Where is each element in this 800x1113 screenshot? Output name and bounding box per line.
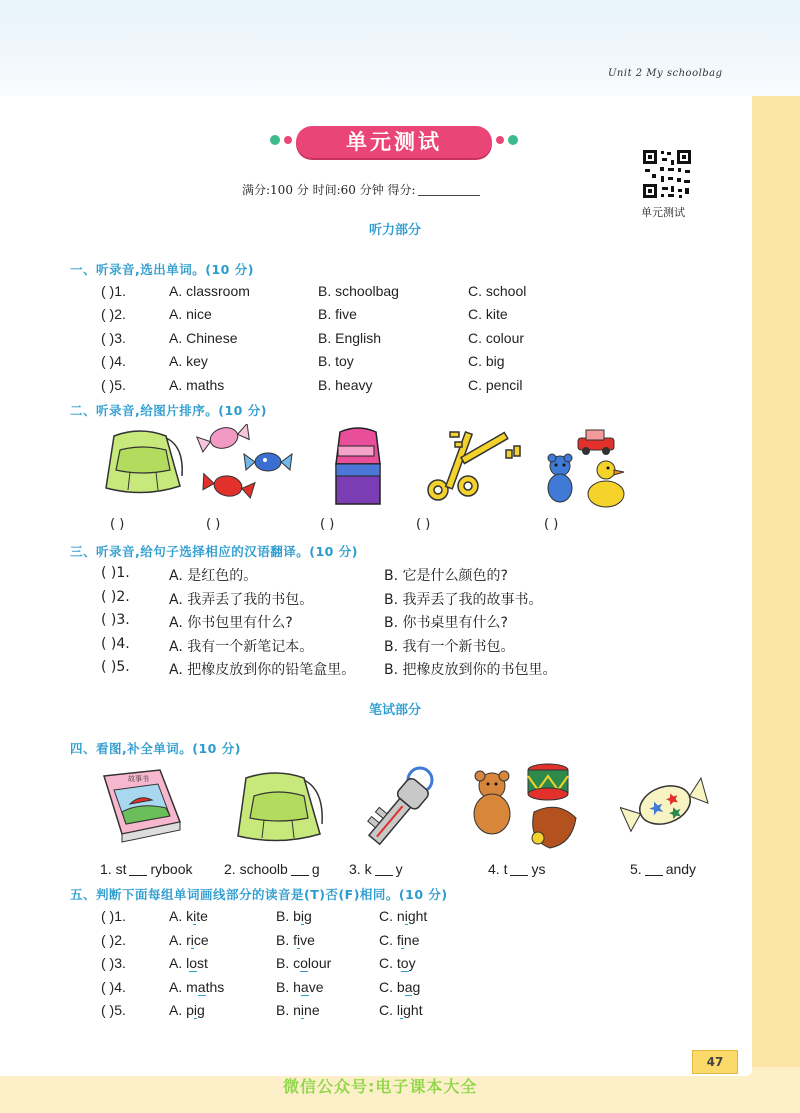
option-a: A. 我弄丢了我的书包。 (169, 592, 314, 608)
qr-label: 单元测试 (641, 206, 685, 219)
q4-heading: 四、看图,补全单词。(10 分) (70, 741, 241, 756)
option-c: C. fine (379, 932, 420, 948)
option-a: A. rice (169, 932, 209, 948)
order-blank-1[interactable]: ( ) (110, 517, 125, 532)
underlined-letter: o (400, 955, 409, 971)
fill-item-2 (224, 861, 320, 877)
underlined-letter: o (300, 955, 308, 971)
q1-heading: 一、听录音,选出单词。(10 分) (70, 262, 254, 277)
option-b: B. toy (318, 353, 354, 369)
q2-heading: 二、听录音,给图片排序。(10 分) (70, 403, 267, 418)
option-a: A. 是红色的。 (169, 568, 258, 584)
underlined-letter: a (197, 979, 206, 995)
underlined-letter: i (193, 1002, 198, 1018)
underlined-letter: o (189, 955, 198, 971)
toys-picture (538, 424, 634, 514)
option-c: C. light (379, 1002, 423, 1018)
key-picture (356, 764, 440, 858)
option-a: A. 你书包里有什么? (169, 615, 293, 631)
option-a: A. classroom (169, 283, 250, 299)
answer-slot[interactable]: ( )1. (101, 908, 126, 924)
score-line-text: 满分:100 分 时间:60 分钟 得分: (242, 183, 416, 197)
letter-blank[interactable] (129, 875, 147, 876)
title-decor-dot (284, 136, 292, 144)
qr-code-icon[interactable] (641, 148, 693, 200)
answer-slot[interactable]: ( )4. (101, 353, 126, 369)
option-b: B. nine (276, 1002, 320, 1018)
order-blank-2[interactable]: ( ) (206, 517, 221, 532)
schoolbag-picture-2 (232, 768, 328, 854)
option-c: C. night (379, 908, 428, 924)
fill-suffix: y (395, 861, 403, 877)
letter-blank[interactable] (291, 875, 309, 876)
option-a: A. Chinese (169, 330, 238, 346)
title-decor-dot (496, 136, 504, 144)
underlined-letter: i (190, 932, 194, 948)
option-a: A. nice (169, 306, 212, 322)
fill-item-1 (100, 861, 193, 877)
schoolbag-picture (100, 426, 186, 506)
option-c: C. toy (379, 955, 416, 971)
answer-slot[interactable]: ( )2. (101, 589, 130, 605)
underlined-letter: i (297, 932, 301, 948)
option-c: C. colour (468, 330, 525, 346)
fill-item-5 (630, 861, 696, 877)
option-b: B. heavy (318, 377, 373, 393)
q3-heading: 三、听录音,给句子选择相应的汉语翻译。(10 分) (70, 544, 358, 559)
underlined-letter: i (300, 1002, 305, 1018)
fill-prefix: 3. k (349, 861, 372, 877)
order-blank-3[interactable]: ( ) (320, 517, 335, 532)
score-line (242, 181, 480, 198)
q5-heading: 五、判断下面每组单词画线部分的读音是(T)否(F)相同。(10 分) (70, 887, 448, 902)
score-blank[interactable] (418, 195, 480, 196)
fill-item-4 (488, 861, 545, 877)
fill-prefix: 2. schoolb (224, 861, 288, 877)
fill-suffix: g (311, 861, 320, 877)
answer-slot[interactable]: ( )3. (101, 612, 130, 628)
option-b: B. five (318, 306, 357, 322)
option-b: B. 你书桌里有什么? (384, 615, 508, 631)
order-blank-4[interactable]: ( ) (416, 517, 431, 532)
underlined-letter: i (193, 908, 197, 924)
answer-slot[interactable]: ( )5. (101, 659, 130, 675)
underlined-letter: i (400, 932, 404, 948)
letter-blank[interactable] (645, 875, 663, 876)
option-b: B. English (318, 330, 382, 346)
underlined-letter: i (300, 908, 305, 924)
option-b: B. colour (276, 955, 332, 971)
option-b: B. big (276, 908, 312, 924)
candy-picture (196, 424, 296, 510)
underlined-letter: i (400, 1002, 404, 1018)
option-c: C. pencil (468, 377, 523, 393)
fill-suffix: andy (665, 861, 697, 877)
answer-slot[interactable]: ( )2. (101, 306, 126, 322)
running-head: Unit 2 My schoolbag (608, 68, 723, 79)
page-sheet (0, 96, 752, 1076)
answer-slot[interactable]: ( )3. (101, 330, 126, 346)
option-b: B. schoolbag (318, 283, 399, 299)
order-blank-5[interactable]: ( ) (544, 517, 559, 532)
option-c: C. school (468, 283, 527, 299)
fill-prefix: 5. (630, 861, 642, 877)
letter-blank[interactable] (510, 875, 528, 876)
fill-prefix: 1. st (100, 861, 127, 877)
title-decor-dot (270, 135, 280, 145)
option-b: B. 我有一个新书包。 (384, 639, 515, 655)
fill-suffix: ys (531, 861, 546, 877)
option-a: A. pig (169, 1002, 205, 1018)
underlined-letter: i (404, 908, 408, 924)
option-c: C. bag (379, 979, 421, 995)
page-title (296, 126, 492, 158)
option-a: A. key (169, 353, 208, 369)
fill-item-3 (349, 861, 403, 877)
answer-slot[interactable]: ( )4. (101, 979, 126, 995)
answer-slot[interactable]: ( )1. (101, 565, 130, 581)
fill-suffix: rybook (150, 861, 193, 877)
answer-slot[interactable]: ( )5. (101, 1002, 126, 1018)
page-edge (744, 96, 800, 1113)
underlined-letter: a (404, 979, 413, 995)
option-b: B. have (276, 979, 324, 995)
option-b: B. 把橡皮放到你的书包里。 (384, 662, 557, 678)
page-title-text: 单元测试 (346, 130, 442, 154)
option-a: A. 把橡皮放到你的铅笔盒里。 (169, 662, 356, 678)
keys-picture (422, 424, 532, 510)
option-a: A. lost (169, 955, 208, 971)
fill-prefix: 4. t (488, 861, 508, 877)
storybook-picture (100, 768, 184, 852)
answer-slot[interactable]: ( )1. (101, 283, 126, 299)
option-a: A. maths (169, 377, 225, 393)
footer-watermark: 微信公众号:电子课本大全 (283, 1077, 478, 1096)
option-b: B. 它是什么颜色的? (384, 568, 508, 584)
answer-slot[interactable]: ( )3. (101, 955, 126, 971)
candy-picture-2 (620, 770, 710, 844)
page-number: 47 (692, 1050, 738, 1074)
title-decor-dot (508, 135, 518, 145)
answer-slot[interactable]: ( )5. (101, 377, 126, 393)
option-b: B. five (276, 932, 315, 948)
option-a: A. maths (169, 979, 225, 995)
writing-section-head: 笔试部分 (369, 703, 422, 718)
listening-section-head: 听力部分 (369, 223, 422, 238)
storybook-label: 故事书 (128, 775, 149, 783)
answer-slot[interactable]: ( )4. (101, 636, 130, 652)
option-c: C. big (468, 353, 505, 369)
eraser-picture (330, 424, 386, 512)
answer-slot[interactable]: ( )2. (101, 932, 126, 948)
toys-picture-2 (462, 762, 592, 856)
option-b: B. 我弄丢了我的故事书。 (384, 592, 543, 608)
option-c: C. kite (468, 306, 508, 322)
option-a: A. 我有一个新笔记本。 (169, 639, 314, 655)
letter-blank[interactable] (375, 875, 393, 876)
underlined-letter: a (300, 979, 309, 995)
option-a: A. kite (169, 908, 208, 924)
